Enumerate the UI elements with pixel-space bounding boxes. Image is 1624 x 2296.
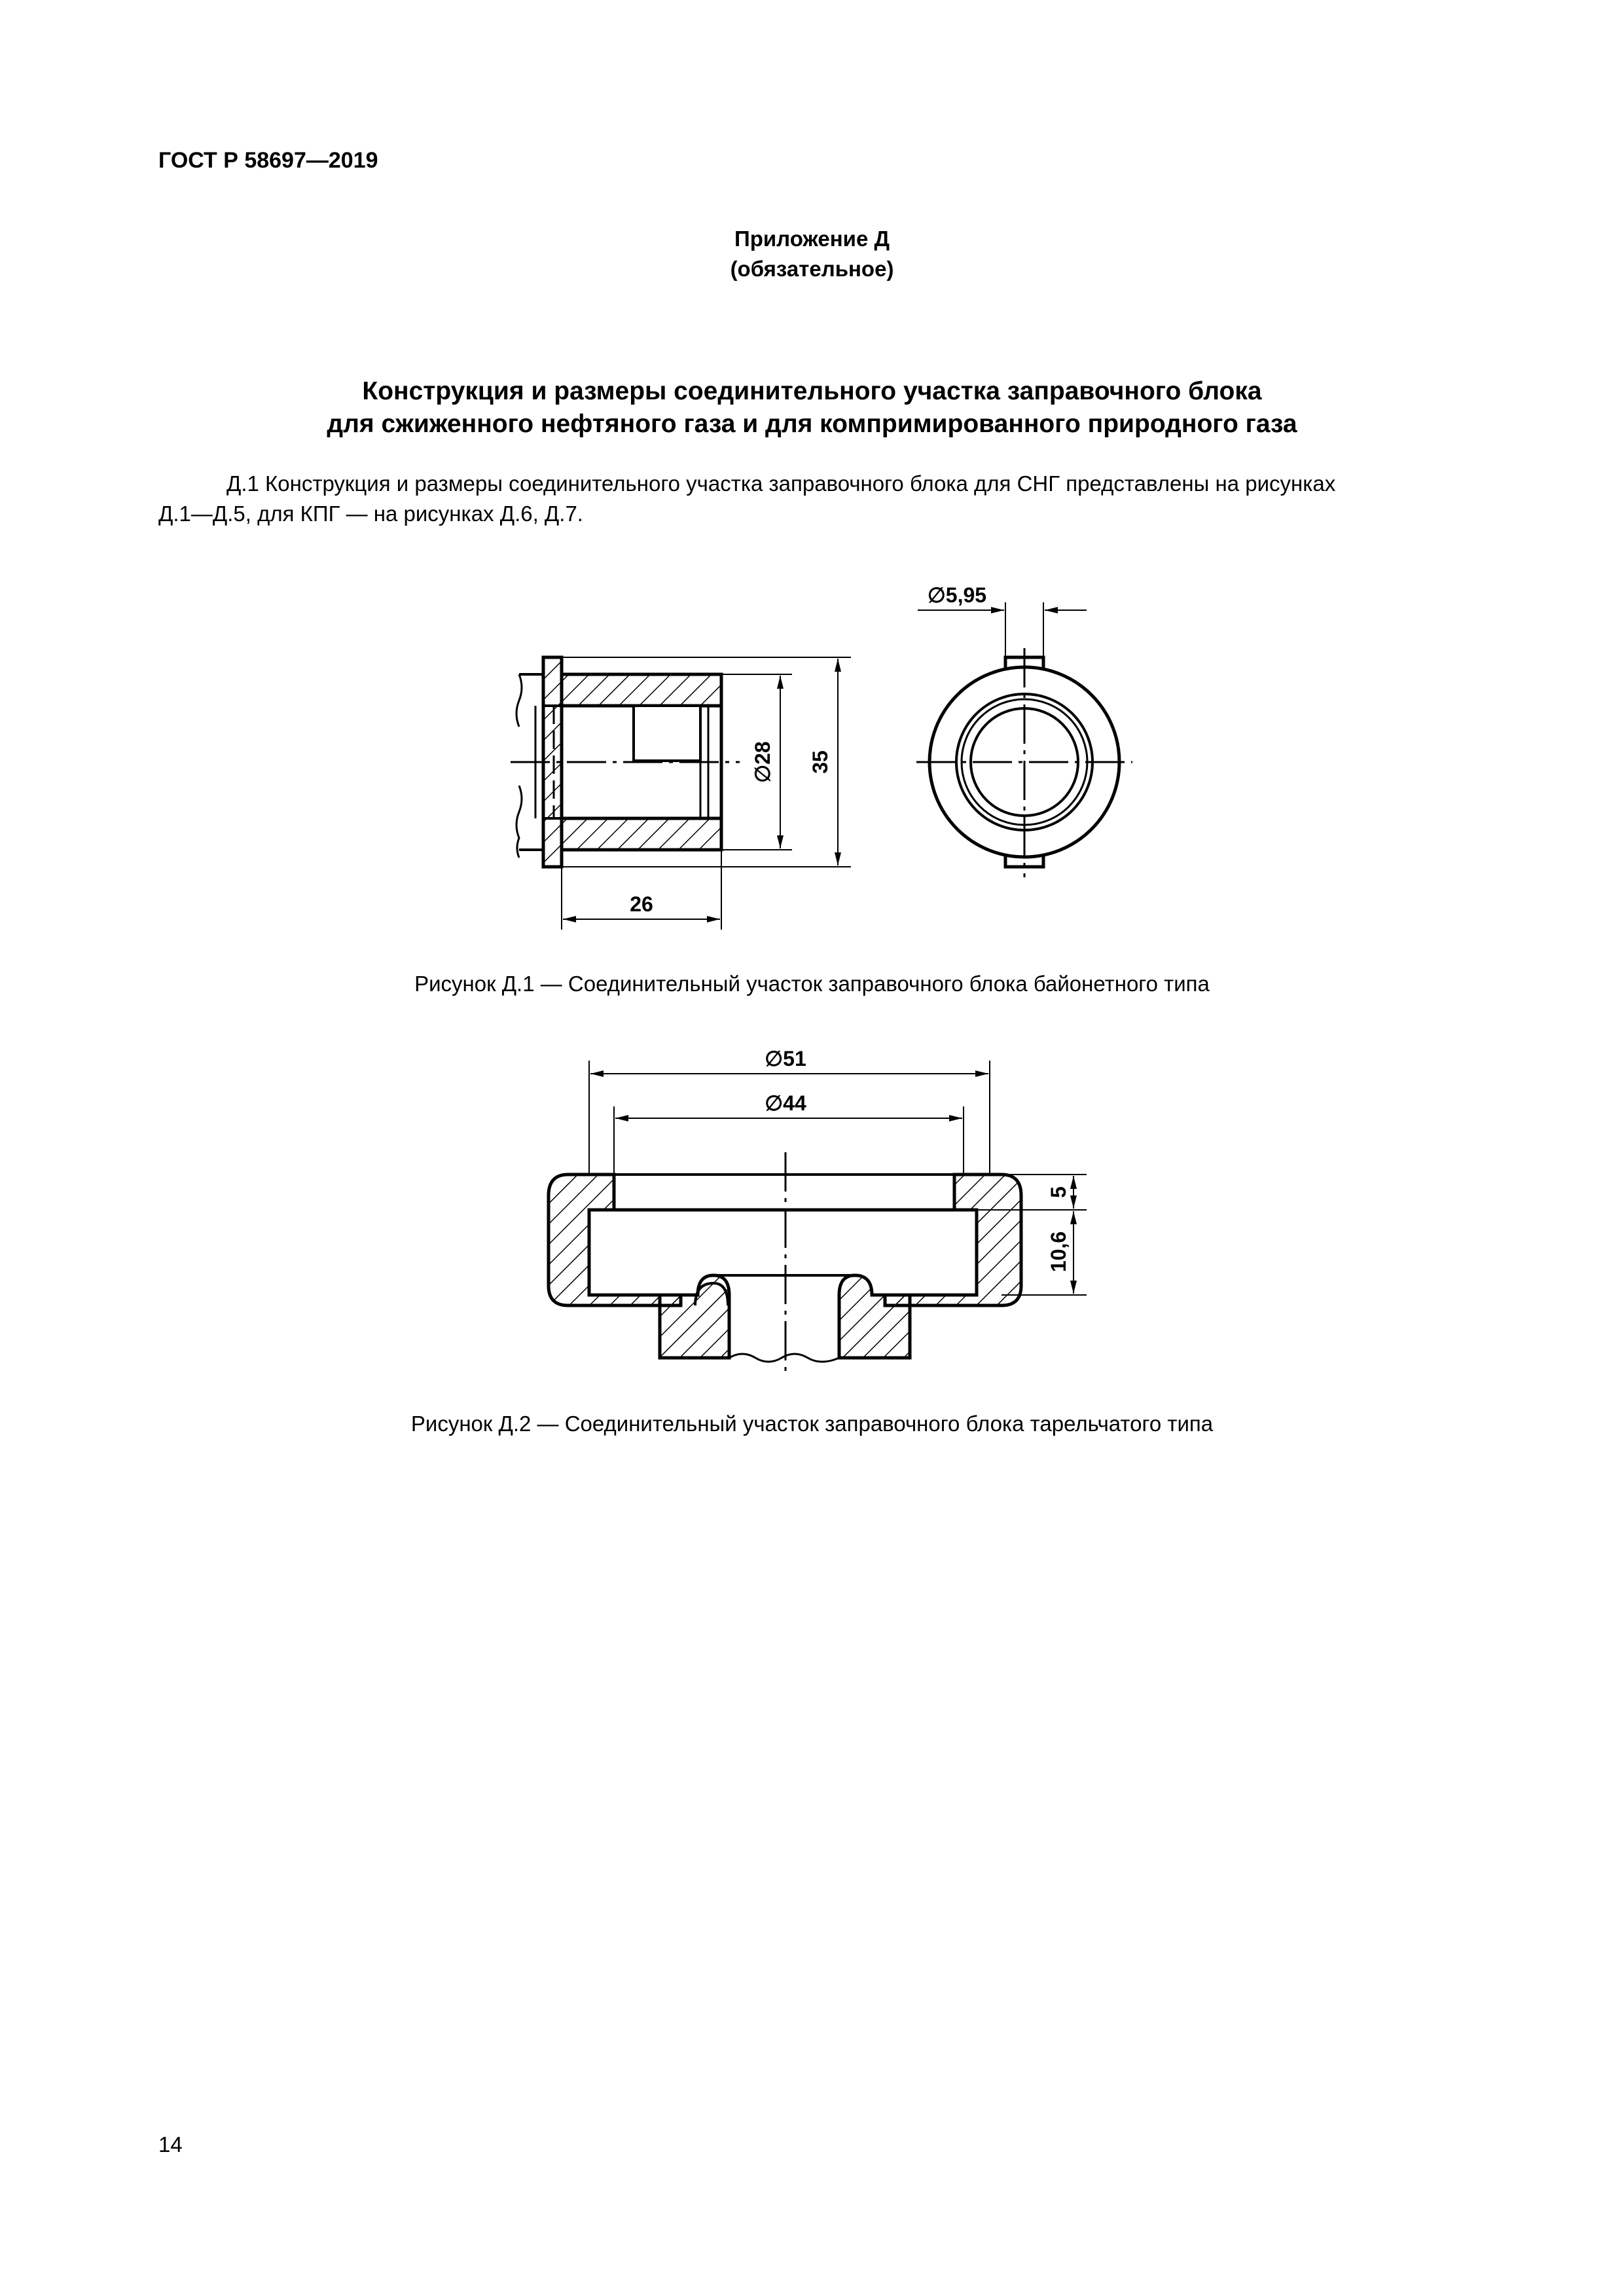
paragraph-line1: Д.1 Конструкция и размеры соединительного участка заправочного блока для СНГ представлены на рисунках	[226, 471, 1336, 496]
figure1-end-view	[916, 602, 1132, 877]
figure1-side-view	[511, 657, 851, 930]
fig2-dim-inner: ∅44	[765, 1091, 806, 1115]
appendix-label: Приложение Д	[734, 227, 890, 251]
page-number: 14	[158, 2132, 183, 2157]
fig1-dim-bore: ∅28	[751, 741, 774, 783]
appendix-status: (обязательное)	[730, 257, 894, 281]
fig1-dim-length: 26	[630, 892, 653, 916]
paragraph-line2: Д.1—Д.5, для КПГ — на рисунках Д.6, Д.7.	[158, 501, 583, 526]
figure2-caption: Рисунок Д.2 — Соединительный участок заправочного блока тарельчатого типа	[410, 1412, 1214, 1436]
section-title-line2: для сжиженного нефтяного газа и для компримированного природного газа	[327, 410, 1297, 438]
fig1-dim-outer: 35	[808, 750, 832, 774]
fig2-dim-outer: ∅51	[765, 1047, 806, 1070]
section-title-line1: Конструкция и размеры соединительного участка заправочного блока	[362, 377, 1262, 405]
fig1-dim-slot: ∅5,95	[927, 583, 987, 607]
fig2-dim-top: 5	[1047, 1186, 1070, 1198]
figure2-section	[549, 1061, 1087, 1375]
standard-code: ГОСТ Р 58697—2019	[158, 148, 378, 173]
figure1-caption: Рисунок Д.1 — Соединительный участок заправочного блока байонетного типа	[414, 972, 1210, 996]
fig2-dim-depth: 10,6	[1047, 1231, 1070, 1273]
